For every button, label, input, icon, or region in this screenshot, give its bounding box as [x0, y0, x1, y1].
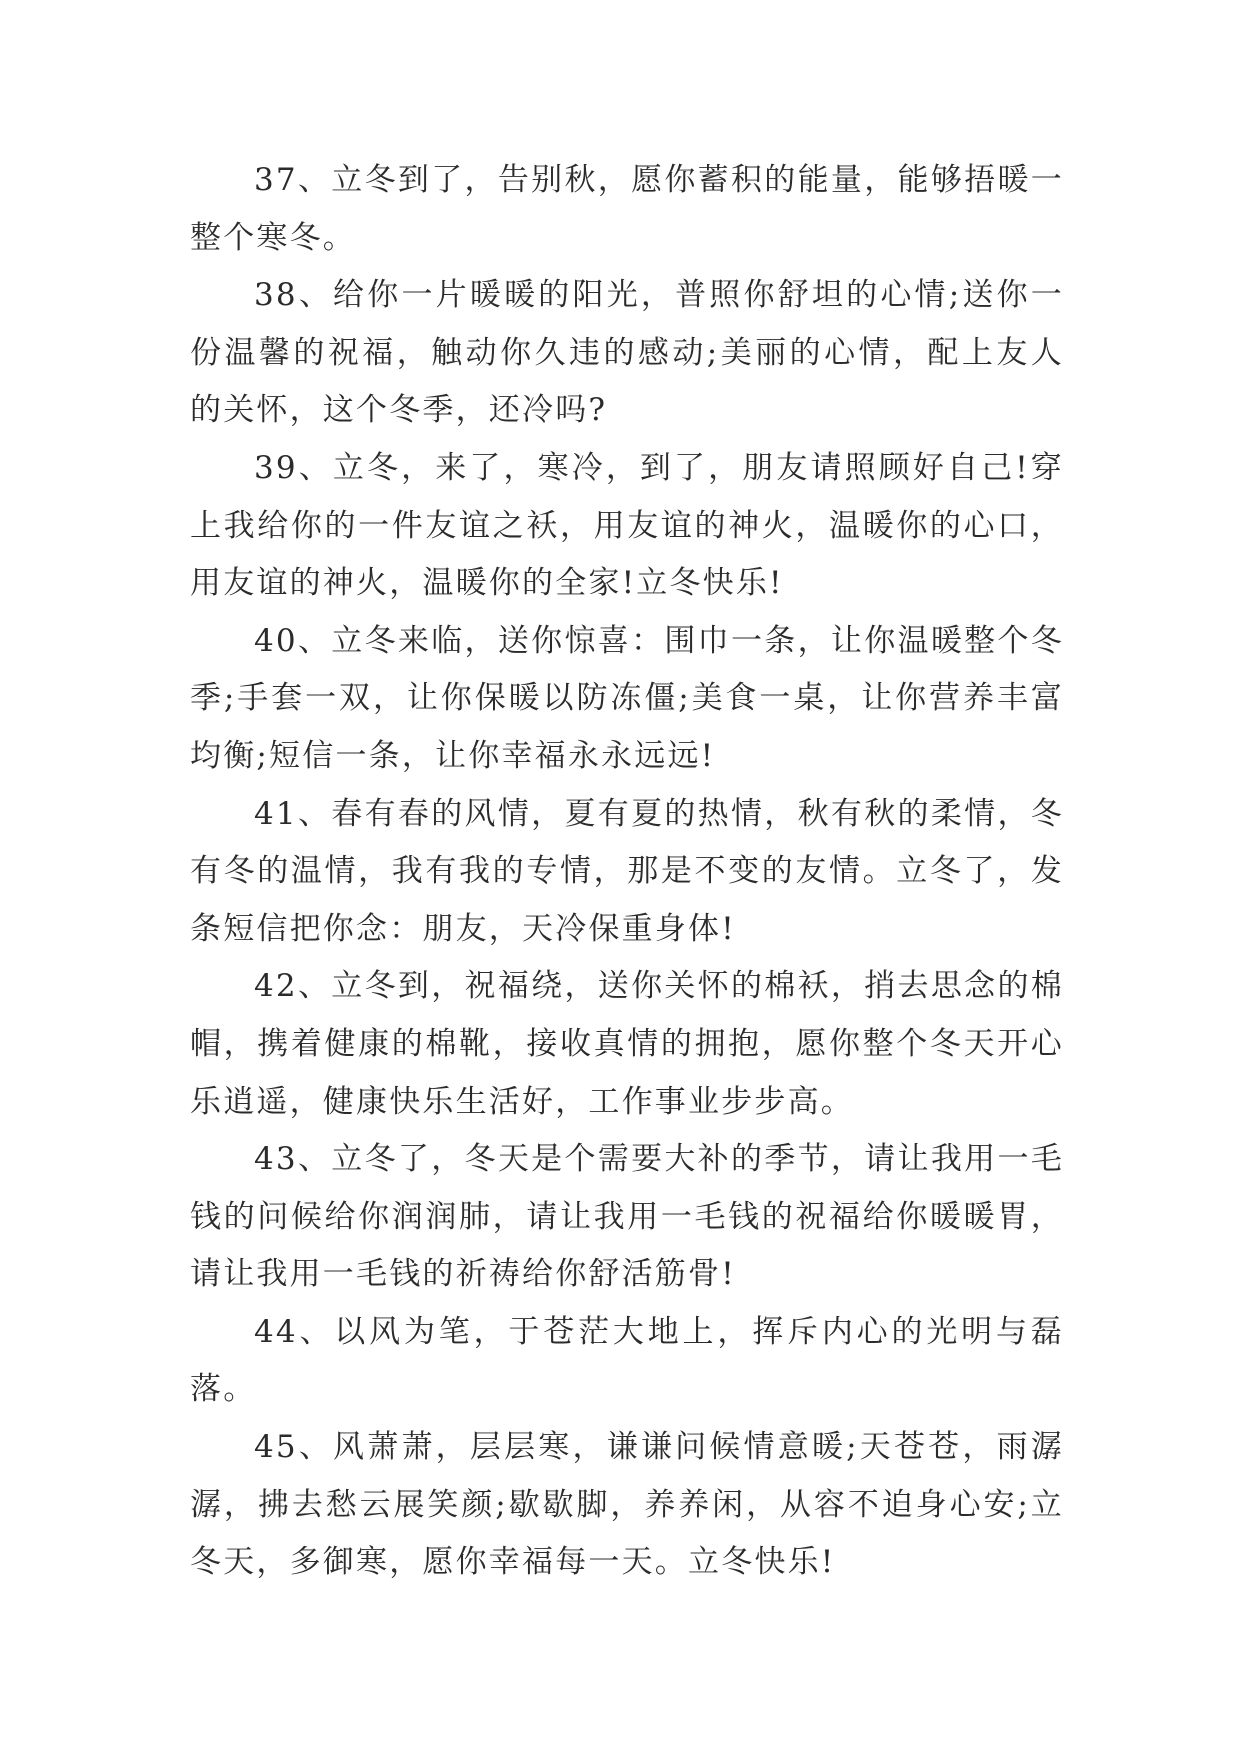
document-body	[190, 152, 1064, 1592]
paragraph-44: 44、以风为笔，于苍茫大地上，挥斥内心的光明与磊落。	[190, 1313, 1064, 1408]
paragraph-39: 39、立冬，来了，寒冷，到了，朋友请照顾好自己!穿上我给你的一件友谊之袄，用友谊的神火，温暖你的心口，用友谊的神火，温暖你的全家!立冬快乐!	[190, 449, 1064, 602]
paragraph-40: 40、立冬来临，送你惊喜：围巾一条，让你温暖整个冬季;手套一双，让你保暖以防冻僵;美食一桌，让你营养丰富均衡;短信一条，让你幸福永永远远!	[190, 622, 1064, 774]
paragraph-42: 42、立冬到，祝福绕，送你关怀的棉袄，捎去思念的棉帽，携着健康的棉靴，接收真情的拥抱，愿你整个冬天开心乐逍遥，健康快乐生活好，工作事业步步高。	[190, 968, 1064, 1120]
paragraph-37: 37、立冬到了，告别秋，愿你蓄积的能量，能够捂暖一整个寒冬。	[190, 162, 1064, 256]
paragraph-41: 41、春有春的风情，夏有夏的热情，秋有秋的柔情，冬有冬的温情，我有我的专情，那是不变的友情。立冬了，发条短信把你念：朋友，天冷保重身体!	[190, 795, 1064, 947]
paragraph-38: 38、给你一片暖暖的阳光，普照你舒坦的心情;送你一份温馨的祝福，触动你久违的感动;美丽的心情，配上友人的关怀，这个冬季，还冷吗?	[190, 277, 1064, 429]
paragraph-45: 45、风萧萧，层层寒，谦谦问候情意暖;天苍苍，雨潺潺，拂去愁云展笑颜;歇歇脚，养养闲，从容不迫身心安;立冬天，多御寒，愿你幸福每一天。立冬快乐!	[190, 1429, 1064, 1581]
paragraph-43: 43、立冬了，冬天是个需要大补的季节，请让我用一毛钱的问候给你润润肺，请让我用一毛钱的祝福给你暖暖胃，请让我用一毛钱的祈祷给你舒活筋骨!	[190, 1141, 1064, 1293]
